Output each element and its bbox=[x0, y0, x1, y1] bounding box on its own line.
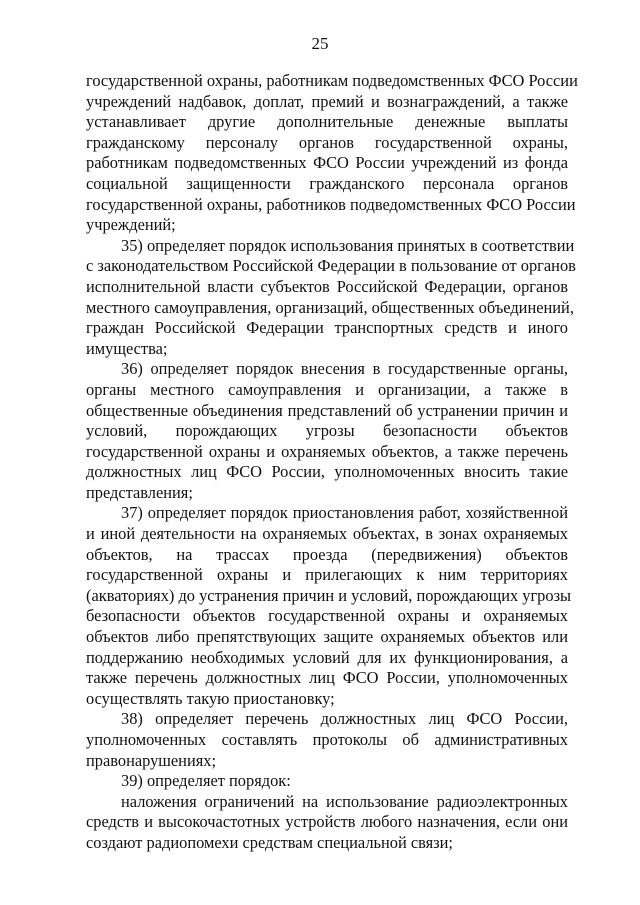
text-line: с законодательством Российской Федерации в пользование от органов bbox=[86, 256, 576, 276]
text-line: учреждений надбавок, доплат, премий и вознаграждений, а также bbox=[86, 91, 568, 111]
text-line: социальной защищенности гражданского персонала органов bbox=[86, 173, 568, 193]
text-line: условий, порождающих угрозы безопасности объектов bbox=[86, 421, 568, 441]
text-line: объектов либо препятствующих защите охраняемых объектов или bbox=[86, 627, 568, 647]
text-line: правонарушениях; bbox=[86, 750, 217, 770]
text-line: граждан Российской Федерации транспортных средств и иного bbox=[86, 318, 568, 338]
text-line: органы местного самоуправления и организации, а также в bbox=[86, 379, 568, 399]
text-line: 39) определяет порядок: bbox=[121, 771, 291, 791]
text-line: также перечень должностных лиц ФСО России, уполномоченных bbox=[86, 668, 568, 688]
text-line: должностных лиц ФСО России, уполномоченных вносить такие bbox=[86, 462, 568, 482]
text-line: учреждений; bbox=[86, 215, 176, 235]
text-line: наложения ограничений на использование радиоэлектронных bbox=[121, 791, 568, 811]
text-line: поддержанию необходимых условий для их функционирования, а bbox=[86, 647, 568, 667]
document-body bbox=[86, 71, 578, 854]
text-line: (акваториях) до устранения причин и условий, порождающих угрозы bbox=[86, 585, 572, 605]
page-number: 25 bbox=[311, 34, 329, 53]
text-line: государственной охраны, работникам подведомственных ФСО России bbox=[86, 71, 578, 90]
text-line: общественные объединения представлений об устранении причин и bbox=[86, 400, 568, 420]
text-line: осуществлять такую приостановку; bbox=[86, 688, 335, 708]
text-line: представления; bbox=[86, 482, 193, 502]
text-line: 38) определяет перечень должностных лиц ФСО России, bbox=[121, 709, 568, 729]
text-line: исполнительной власти субъектов Российской Федерации, органов bbox=[86, 276, 568, 296]
text-line: местного самоуправления, организаций, общественных объединений, bbox=[86, 297, 574, 317]
text-line: работникам подведомственных ФСО России учреждений из фонда bbox=[86, 153, 568, 173]
text-line: и иной деятельности на охраняемых объектах, в зонах охраняемых bbox=[86, 524, 568, 544]
text-line: безопасности объектов государственной охраны и охраняемых bbox=[86, 606, 568, 626]
text-line: создают радиопомехи средствам специальной связи; bbox=[86, 832, 453, 852]
text-line: 37) определяет порядок приостановления работ, хозяйственной bbox=[121, 503, 568, 523]
text-line: имущества; bbox=[86, 338, 168, 358]
text-line: 36) определяет порядок внесения в государственные органы, bbox=[121, 359, 568, 379]
text-line: 35) определяет порядок использования принятых в соответствии bbox=[121, 235, 575, 255]
text-line: государственной охраны и охраняемых объектов, а также перечень bbox=[86, 441, 568, 461]
text-line: государственной охраны, работников подведомственных ФСО России bbox=[86, 194, 576, 214]
text-line: средств и высокочастотных устройств любого назначения, если они bbox=[86, 812, 568, 832]
text-line: гражданскому персоналу органов государственной охраны, bbox=[86, 132, 568, 152]
text-line: государственной охраны и прилегающих к ним территориях bbox=[86, 565, 568, 585]
text-line: объектов, на трассах проезда (передвижения) объектов bbox=[86, 544, 568, 564]
text-line: уполномоченных составлять протоколы об административных bbox=[86, 730, 568, 749]
text-line: устанавливает другие дополнительные денежные выплаты bbox=[86, 112, 568, 132]
